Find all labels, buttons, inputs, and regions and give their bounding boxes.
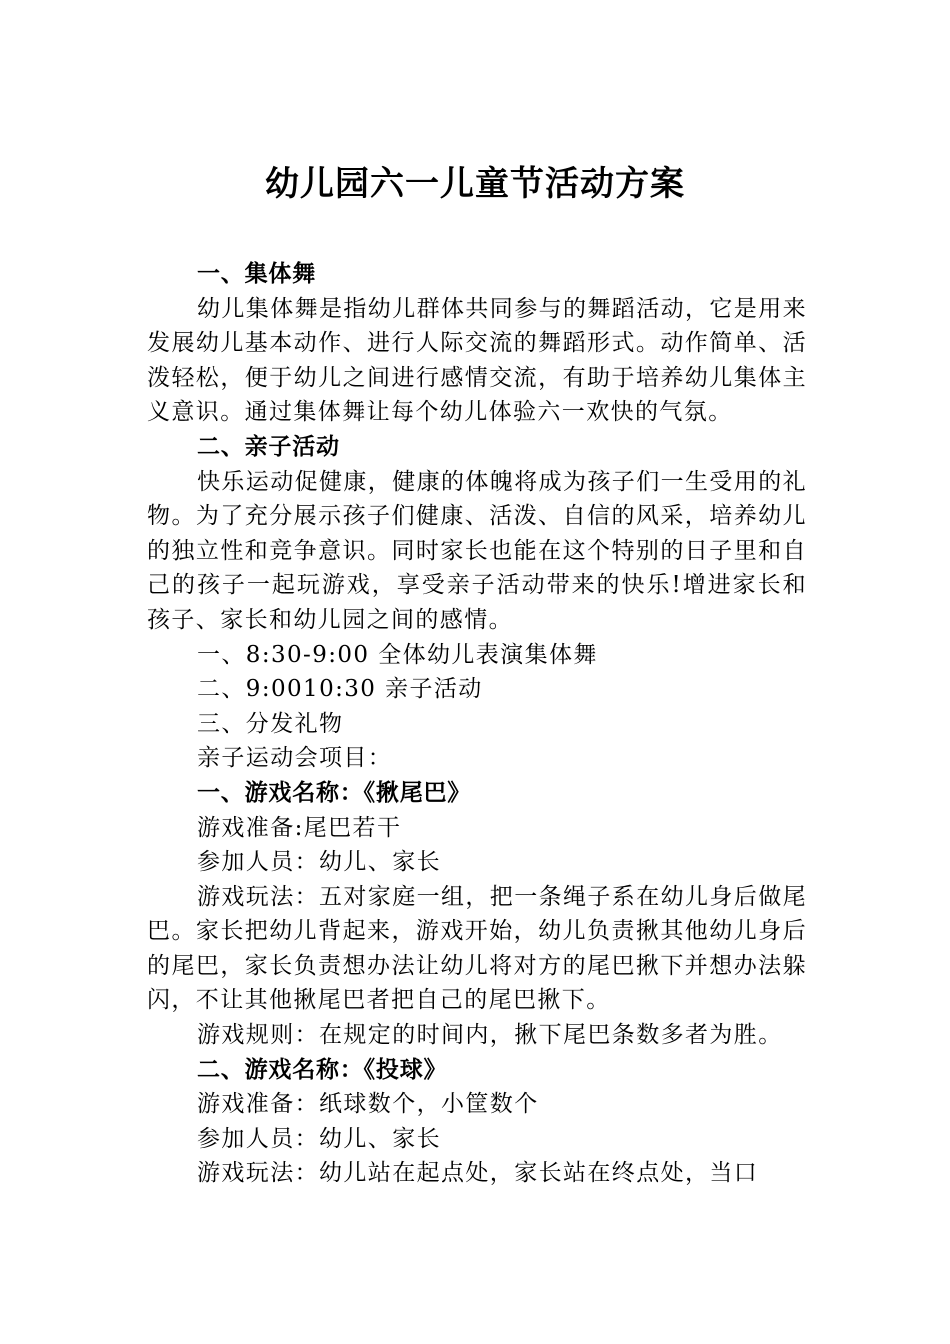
game-ball-rules-play: 游戏玩法：幼儿站在起点处，家长站在终点处，当口 [197, 1160, 759, 1187]
game-tail-preparation: 游戏准备:尾巴若干 [197, 814, 402, 841]
document-title: 幼儿园六一儿童节活动方案 [265, 164, 685, 204]
schedule-item-3: 三、分发礼物 [197, 710, 344, 737]
paragraph-parent-child-intro: 快乐运动促健康，健康的体魄将成为孩子们一生受用的礼物。为了充分展示孩子们健康、活泼、自信的风采，培养幼儿的独立性和竞争意识。同时家长也能在这个特别的日子里和自己的孩子一起玩游戏，享受亲子活动带来的快乐!增进家长和孩子、家长和幼儿园之间的感情。 [147, 468, 807, 633]
schedule-item-2: 二、9:0010:30 亲子活动 [197, 676, 483, 703]
section-heading-parent-child: 二、亲子活动 [197, 433, 340, 460]
section-heading-group-dance: 一、集体舞 [197, 261, 316, 287]
document-body [147, 257, 807, 1191]
game-tail-participants: 参加人员：幼儿、家长 [197, 849, 441, 876]
game-tail-rules-play: 游戏玩法：五对家庭一组，把一条绳子系在幼儿身后做尾巴。家长把幼儿背起来，游戏开始，幼儿负责揪其他幼儿身后的尾巴，家长负责想办法让幼儿将对方的尾巴揪下并想办法躲闪，不让其他揪尾巴者把自己的尾巴揪下。 [147, 883, 807, 1014]
game-ball-preparation: 游戏准备：纸球数个，小筐数个 [197, 1091, 539, 1118]
sports-items-label: 亲子运动会项目： [197, 745, 393, 772]
game-ball-participants: 参加人员：幼儿、家长 [197, 1125, 441, 1152]
game-heading-throw-ball: 二、游戏名称：《投球》 [197, 1056, 448, 1083]
paragraph-group-dance-intro: 幼儿集体舞是指幼儿群体共同参与的舞蹈活动，它是用来发展幼儿基本动作、进行人际交流的舞蹈形式。动作简单、活泼轻松，便于幼儿之间进行感情交流，有助于培养幼儿集体主义意识。通过集体舞让每个幼儿体验六一欢快的气氛。 [147, 295, 807, 426]
schedule-item-1: 一、8:30-9:00 全体幼儿表演集体舞 [197, 641, 598, 668]
game-heading-tail: 一、游戏名称：《揪尾巴》 [197, 779, 472, 806]
game-tail-rules-win: 游戏规则：在规定的时间内，揪下尾巴条数多者为胜。 [197, 1022, 783, 1049]
